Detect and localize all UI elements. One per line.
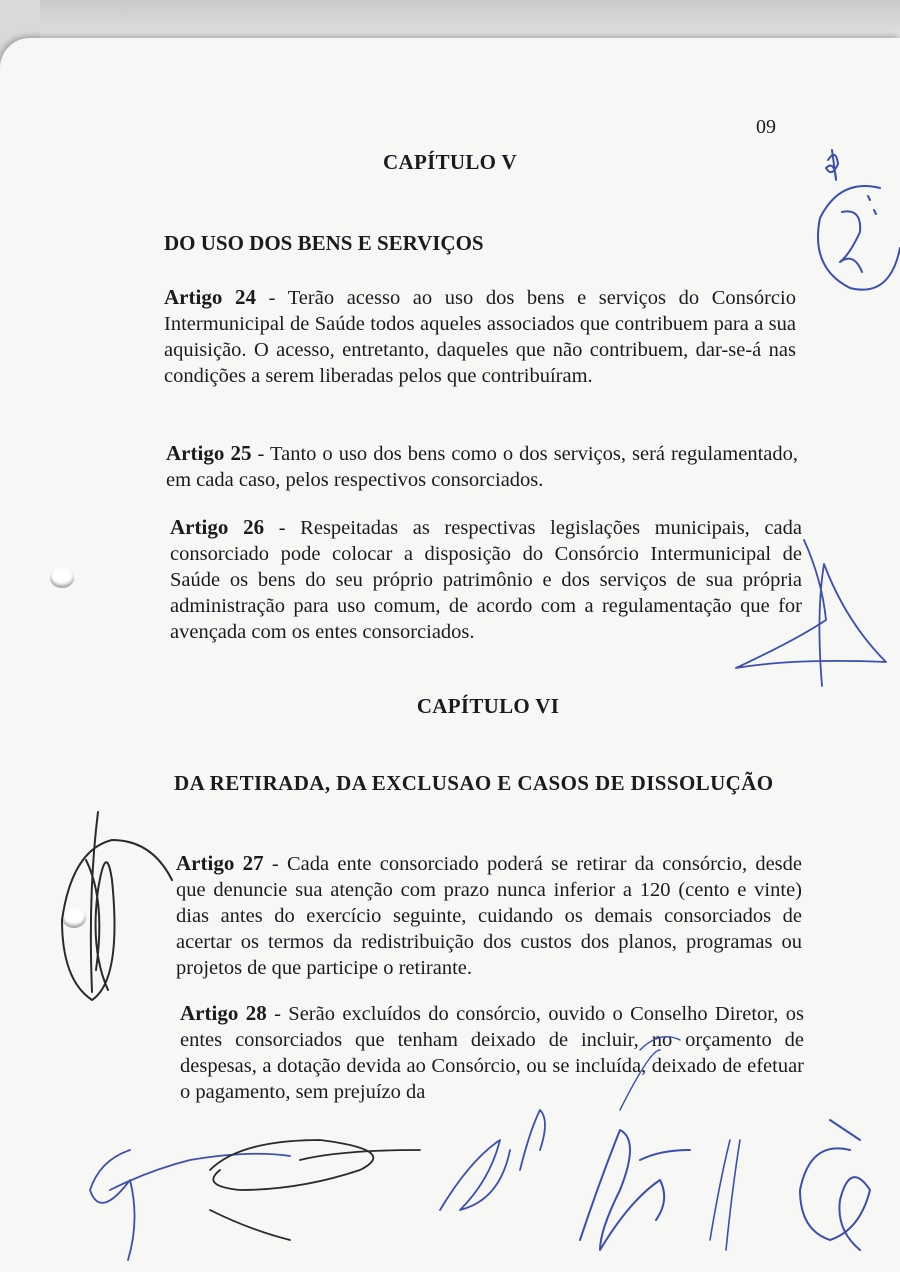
page-top-edge [40, 0, 900, 38]
article-27 [176, 850, 802, 981]
article-text: - Respeitadas as respectivas legislações municipais, cada consorciado pode colocar a disposição do Consórcio Intermunicipal de Saúde os bens do seu próprio patrimônio e dos serviços de sua própria administração para uso comum, de acordo com a regulamentação que for avençada com os entes consorciados. [170, 517, 802, 643]
article-text: - Serão excluídos do consórcio, ouvido o Conselho Diretor, os entes consorciados que tenham deixado de incluir, no orçamento de despesas, a dotação devida ao Consórcio, ou se incluída, deixado de efetuar o pagamento, sem prejuízo da [180, 1003, 804, 1103]
article-label: Artigo 26 [170, 515, 265, 539]
article-text: - Cada ente consorciado poderá se retirar da consórcio, desde que denuncie sua atenção com prazo nunca inferior a 120 (cento e vinte) dias antes do exercício seguinte, cuidando os demais consorciados de acertar os termos da redistribuição dos custos dos planos, programas ou projetos de que participe o retirante. [176, 853, 802, 979]
article-label: Artigo 28 [180, 1001, 267, 1025]
article-label: Artigo 24 [164, 285, 257, 309]
page-number: 09 [756, 116, 776, 138]
article-label: Artigo 27 [176, 851, 264, 875]
chapter-v-title: CAPÍTULO V [383, 150, 517, 174]
binder-hole-top [50, 568, 74, 588]
article-text: - Tanto o uso dos bens como o dos serviços, será regulamentado, em cada caso, pelos respectivos consorciados. [166, 443, 798, 491]
article-25 [166, 440, 798, 493]
article-24 [164, 284, 796, 389]
article-text: - Terão acesso ao uso dos bens e serviços do Consórcio Intermunicipal de Saúde todos aqueles associados que contribuem para a sua aquisição. O acesso, entretanto, daqueles que não contribuem, dar-se-á nas condições a serem liberadas pelos que contribuíram. [164, 287, 796, 387]
chapter-vi-section-heading: DA RETIRADA, DA EXCLUSAO E CASOS DE DISSOLUÇÃO [174, 771, 774, 795]
binder-hole-bottom [62, 908, 86, 928]
chapter-vi-title: CAPÍTULO VI [416, 694, 560, 718]
article-26 [170, 514, 802, 645]
article-28 [180, 1000, 804, 1105]
article-label: Artigo 25 [166, 441, 252, 465]
chapter-v-section-heading: DO USO DOS BENS E SERVIÇOS [164, 231, 484, 255]
